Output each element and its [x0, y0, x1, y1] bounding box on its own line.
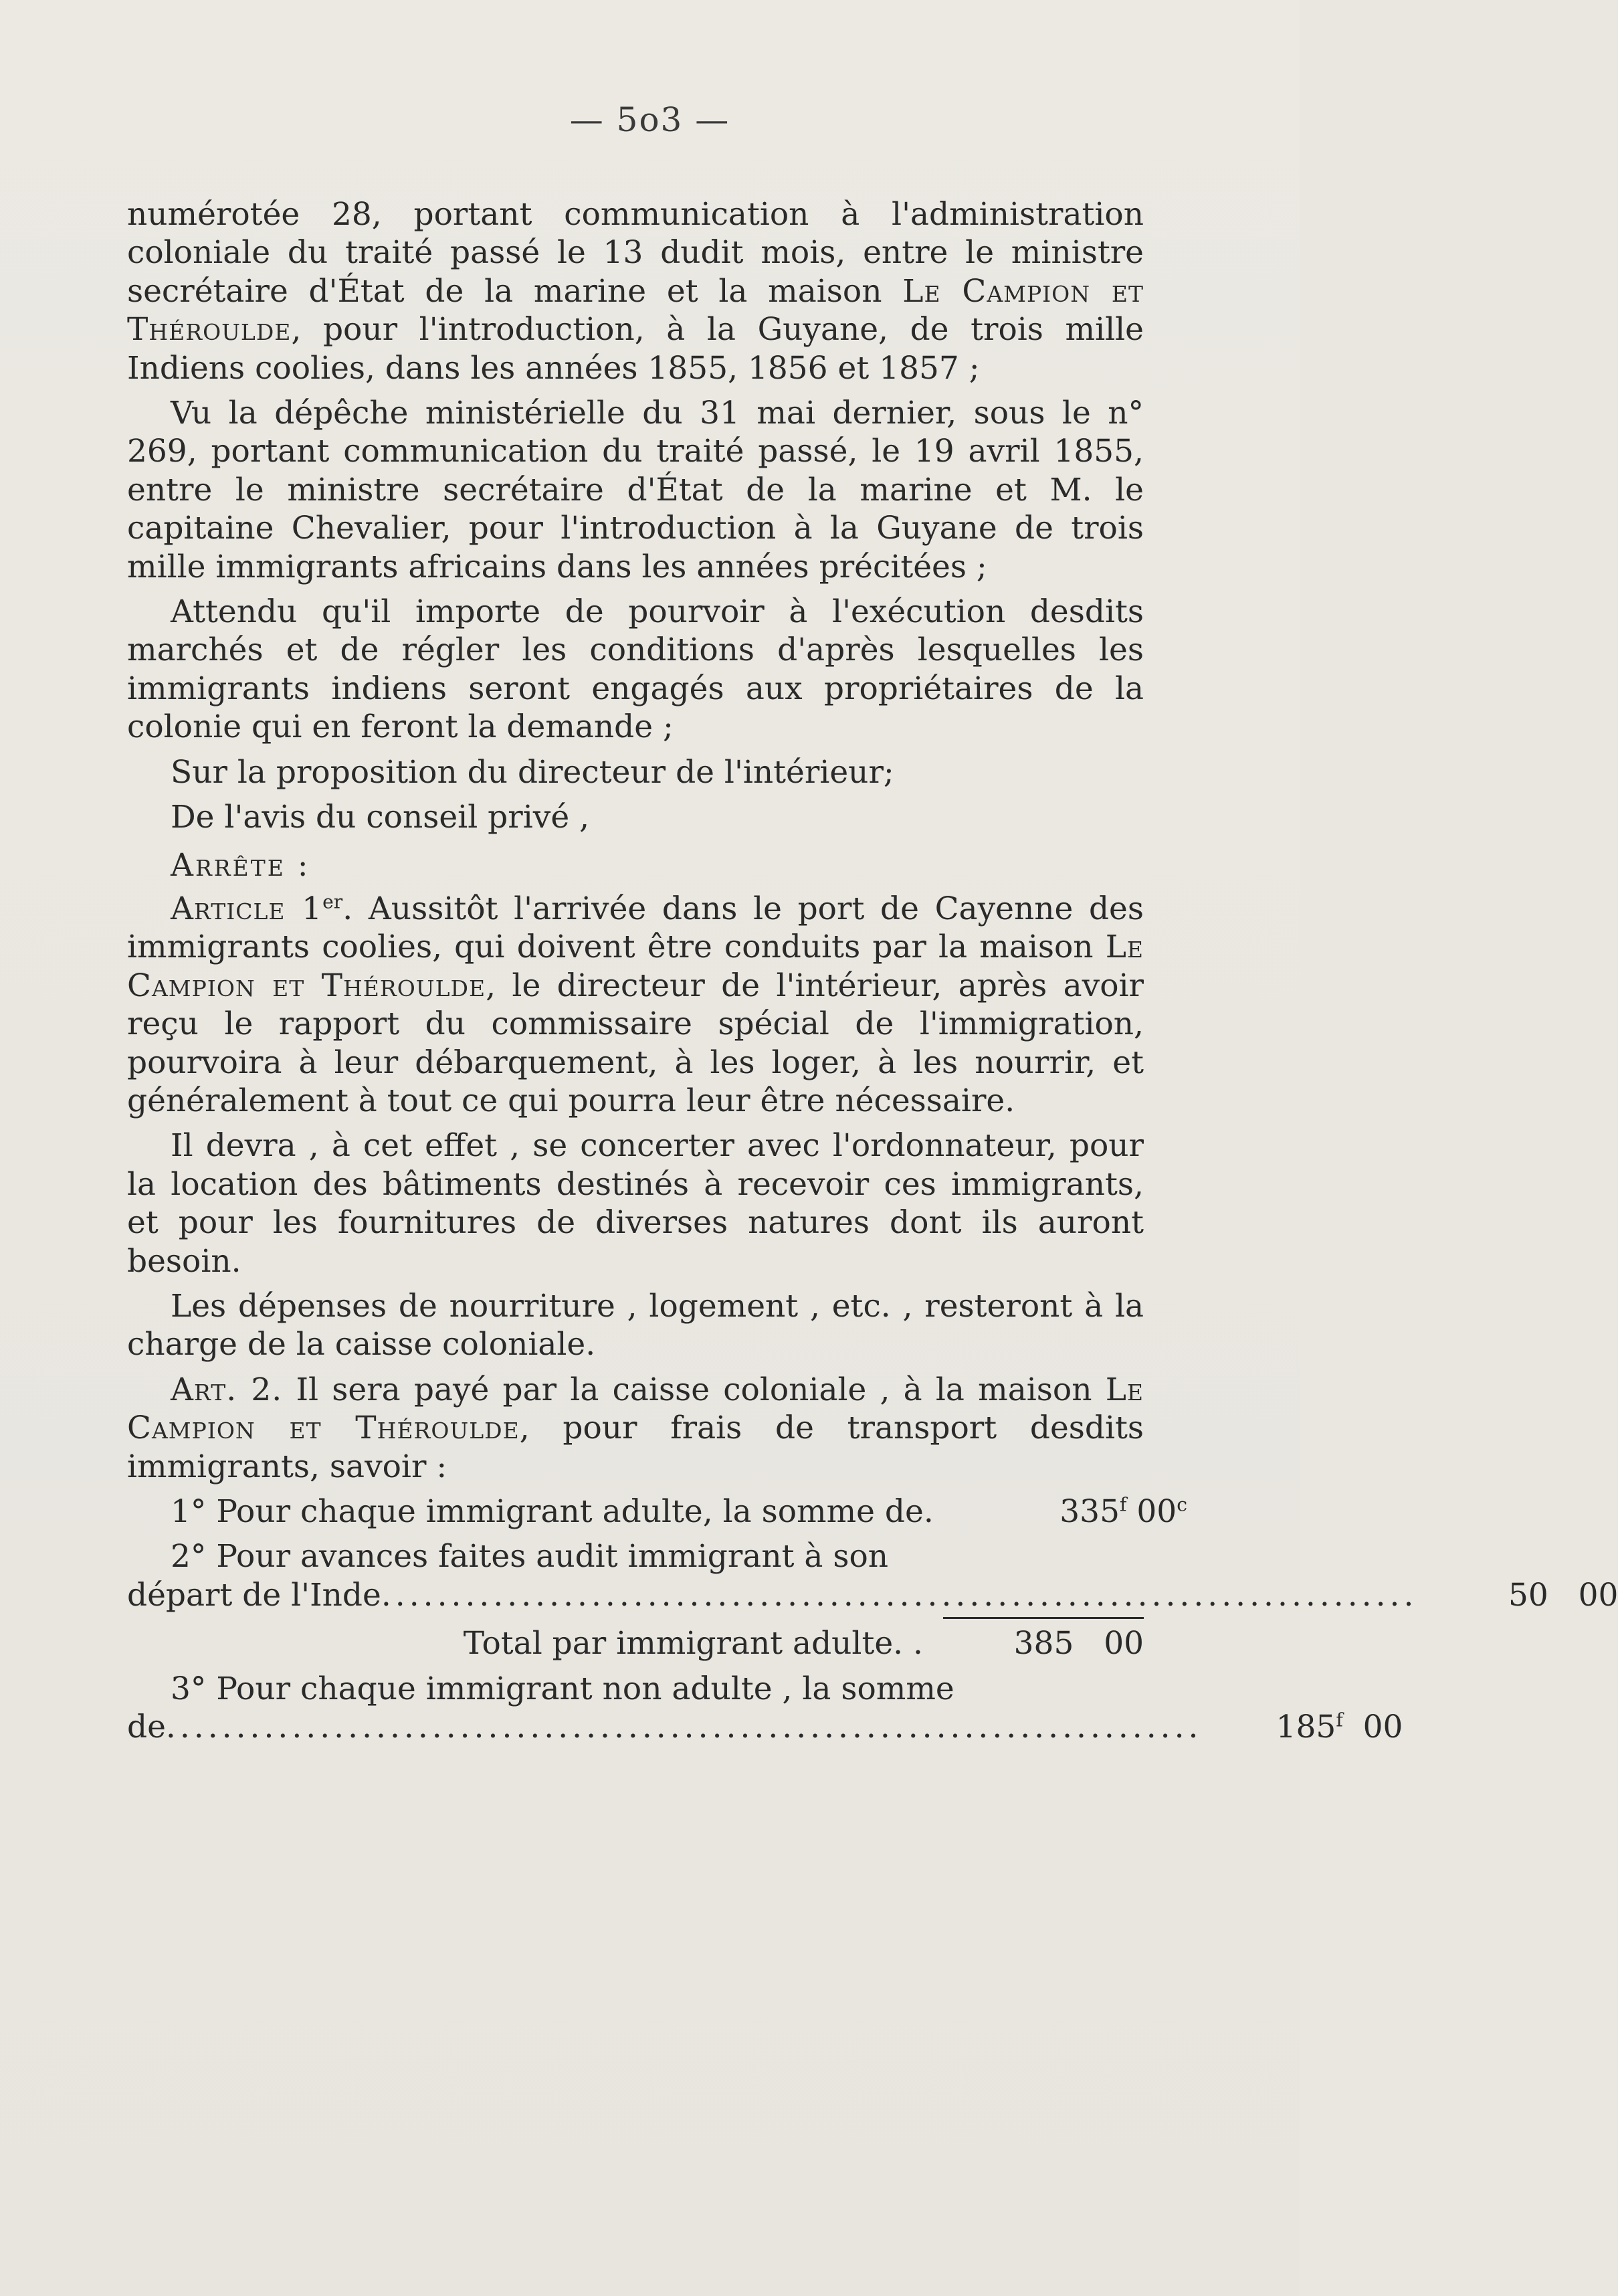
paragraph-attendu: Attendu qu'il importe de pourvoir à l'exécution desdits marchés et de régler les conditions d'après lesquelles les immigrants indiens seront engagés aux propriétaires de la colonie qui en feront la demande ;: [127, 593, 1144, 746]
article-2-text-b: , pour frais de transport desdits immigrants, savoir :: [127, 1410, 1144, 1485]
article-1-sup: er: [322, 890, 343, 913]
paragraph-sur: Sur la proposition du directeur de l'intérieur;: [171, 753, 894, 791]
arrete-heading: Arrête :: [171, 846, 310, 884]
document-body: [127, 195, 1618, 1746]
article-2-label: Art. 2.: [171, 1371, 283, 1408]
total-label: Total par immigrant adulte. .: [463, 1625, 923, 1662]
article-1-label: Article 1: [171, 890, 323, 927]
article-2-text-a: Il sera payé par la caisse coloniale , à la maison: [296, 1371, 1092, 1408]
intro-end: , pour l'introduction, à la Guyane, de trois mille Indiens coolies, dans les années 1855, 1856 et 1857 ;: [127, 311, 1144, 387]
item-2-row: [127, 1576, 1618, 1614]
firm-name-3: Le Campion et Théroulde: [127, 1371, 1144, 1447]
total-rule: [943, 1617, 1144, 1619]
page-number: — 5o3 —: [569, 100, 730, 139]
firm-name-2: Le Campion et Théroulde: [127, 929, 1144, 1004]
firm-name: Le Campion et Théroulde: [127, 272, 1144, 349]
paragraph-vu: Vu la dépêche ministérielle du 31 mai dernier, sous le n° 269, portant communication du traité passé, le 19 avril 1855, entre le ministre secrétaire d'État de la marine et M. le capitaine Chevalier, pour l'introduction à la Guyane de trois mille immigrants africains dans les années précitées ;: [127, 395, 1144, 585]
paragraph-depenses: Les dépenses de nourriture , logement , etc. , resteront à la charge de la caisse coloniale.: [127, 1287, 1144, 1363]
paragraph-de: De l'avis du conseil privé ,: [171, 799, 590, 836]
intro-text: numérotée 28, portant communication à l'administration coloniale du traité passé le 13 dudit mois, entre le ministre secrétaire d'État de la marine et la maison: [127, 196, 1144, 310]
item-1-row: [127, 1493, 1187, 1531]
item-2-label-a: 2° Pour avances faites audit immigrant à son: [171, 1538, 889, 1575]
article-1-text-b: , le directeur de l'intérieur, après avoir reçu le rapport du commissaire spécial de l'immigration, pourvoira à leur débarquement, à les loger, à les nourrir, et généralement à tout ce qui pourra leur être nécessaire.: [127, 967, 1144, 1119]
item-2-amount: 50 00: [1508, 1576, 1618, 1614]
item-1-amount: 335$^f$ 00$^c$: [1059, 1493, 1187, 1530]
paragraph-il: Il devra , à cet effet , se concerter avec l'ordonnateur, pour la location des bâtiments destinés à recevoir ces immigrants, et pour les fournitures de diverses natures dont ils auront besoin.: [127, 1127, 1144, 1280]
total-amount: 385 00: [1013, 1625, 1144, 1662]
item-1-label: 1° Pour chaque immigrant adulte, la somme de.: [171, 1493, 934, 1530]
item-3-label-a: 3° Pour chaque immigrant non adulte , la somme: [171, 1670, 954, 1707]
item-3-label-b: de..........................................................................: [127, 1709, 1203, 1746]
article-2: [127, 1371, 1144, 1486]
item-3-amount: 185$^f$ 00: [1276, 1709, 1403, 1746]
article-1-text-a: . Aussitôt l'arrivée dans le port de Cayenne des immigrants coolies, qui doivent être conduits par la maison: [127, 890, 1144, 966]
item-3-row: [127, 1708, 1403, 1746]
item-2-label-b: départ de l'Inde..........................................................................: [127, 1576, 1418, 1614]
total-row: [127, 1624, 1144, 1662]
paragraph-intro: [127, 195, 1144, 387]
article-1: [127, 890, 1144, 1120]
